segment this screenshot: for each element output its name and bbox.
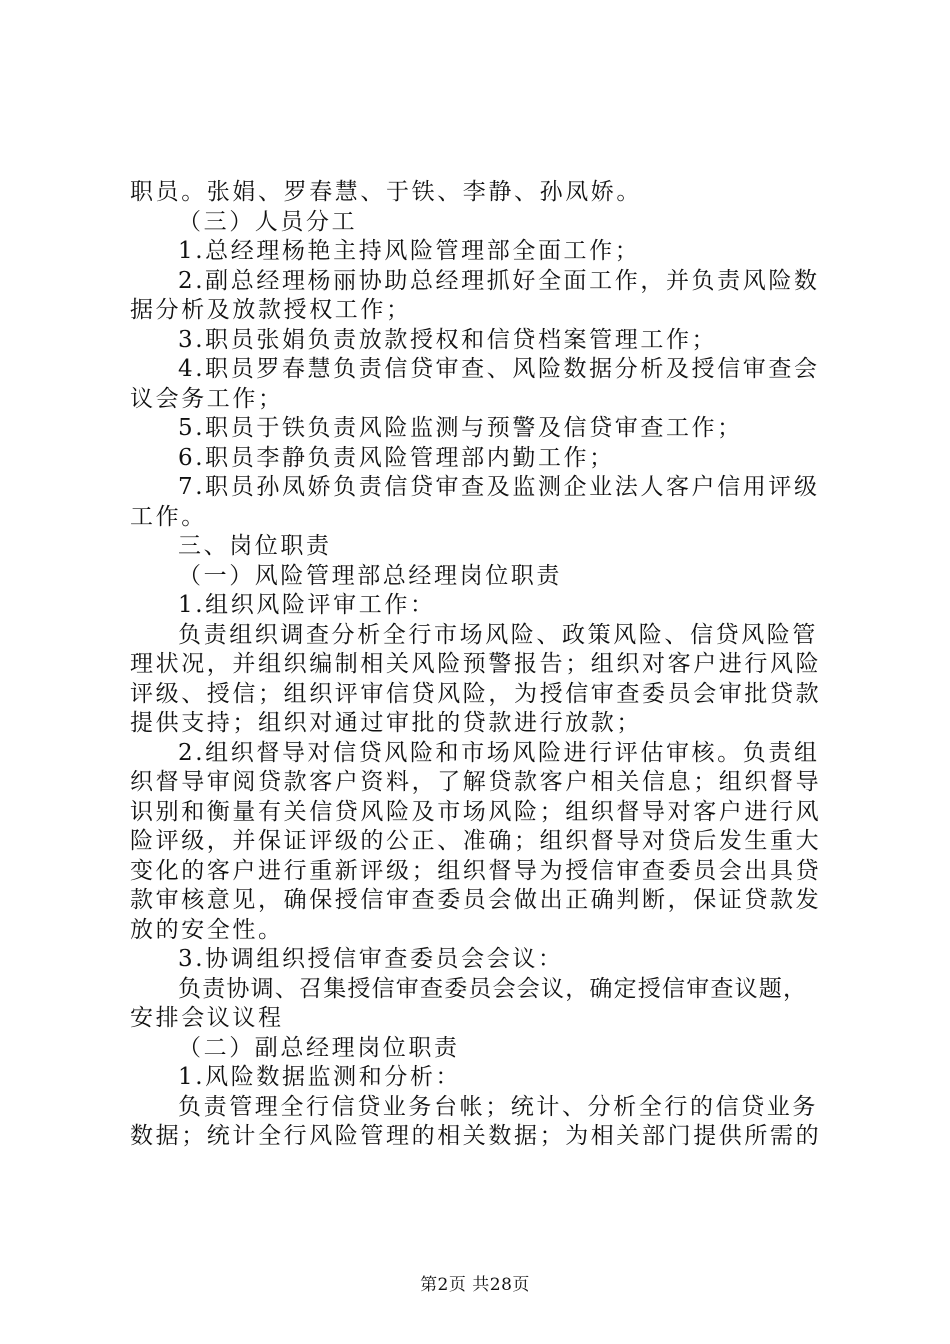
text-line: 评级、授信；组织评审信贷风险，为授信审查委员会审批贷款 (130, 680, 822, 707)
text-line: 7.职员孙凤娇负责信贷审查及监测企业法人客户信用评级 (178, 474, 820, 500)
text-line: 提供支持；组织对通过审批的贷款进行放款； (130, 710, 642, 736)
text-line: 1.总经理杨艳主持风险管理部全面工作； (178, 238, 641, 264)
text-line: 3.职员张娟负责放款授权和信贷档案管理工作； (178, 326, 718, 353)
document-body (130, 178, 830, 1152)
text-line: 职员。张娟、罗春慧、于铁、李静、孙凤娇。 (130, 179, 642, 205)
section-heading: 三、岗位职责 (178, 533, 332, 559)
page-number-footer: 第2页 共28页 (420, 1275, 530, 1295)
text-line: 据分析及放款授权工作； (130, 297, 412, 323)
text-line: 数据；统计全行风险管理的相关数据；为相关部门提供所需的 (130, 1123, 822, 1149)
text-line: 3.协调组织授信审查委员会会议： (178, 946, 564, 972)
text-line: 安排会议议程 (130, 1005, 284, 1031)
text-line: 险评级，并保证评级的公正、准确；组织督导对贷后发生重大 (130, 828, 822, 854)
text-line: 1.组织风险评审工作： (178, 592, 436, 618)
text-line: 1.风险数据监测和分析： (178, 1064, 462, 1090)
text-line: 工作。 (130, 503, 207, 530)
text-line: 6.职员李静负责风险管理部内勤工作； (178, 444, 615, 471)
text-line: 负责组织调查分析全行市场风险、政策风险、信贷风险管 (178, 621, 818, 648)
text-line: 织督导审阅贷款客户资料，了解贷款客户相关信息；组织督导 (130, 769, 822, 795)
text-line: 理状况，并组织编制相关风险预警报告；组织对客户进行风险 (130, 651, 822, 677)
text-line: （三）人员分工 (178, 208, 358, 235)
text-line: 放的安全性。 (130, 916, 284, 943)
text-line: 负责协调、召集授信审查委员会会议，确定授信审查议题， (178, 975, 808, 1002)
text-line: 款审核意见，确保授信审查委员会做出正确判断，保证贷款发 (130, 887, 822, 913)
text-line: 变化的客户进行重新评级；组织督导为授信审查委员会出具贷 (130, 857, 822, 884)
text-line: 4.职员罗春慧负责信贷审查、风险数据分析及授信审查会 (178, 356, 820, 382)
text-line: 2.副总经理杨丽协助总经理抓好全面工作，并负责风险数 (178, 267, 820, 294)
text-line: 5.职员于铁负责风险监测与预警及信贷审查工作； (178, 415, 743, 441)
text-line: 议会务工作； (130, 385, 284, 412)
subsection-heading: （二）副总经理岗位职责 (178, 1034, 460, 1061)
text-line: 负责管理全行信贷业务台帐；统计、分析全行的信贷业务 (178, 1093, 818, 1120)
text-line: 识别和衡量有关信贷风险及市场风险；组织督导对客户进行风 (130, 798, 822, 825)
text-line: 2.组织督导对信贷风险和市场风险进行评估审核。负责组 (178, 739, 820, 766)
subsection-heading: （一）风险管理部总经理岗位职责 (178, 562, 562, 589)
